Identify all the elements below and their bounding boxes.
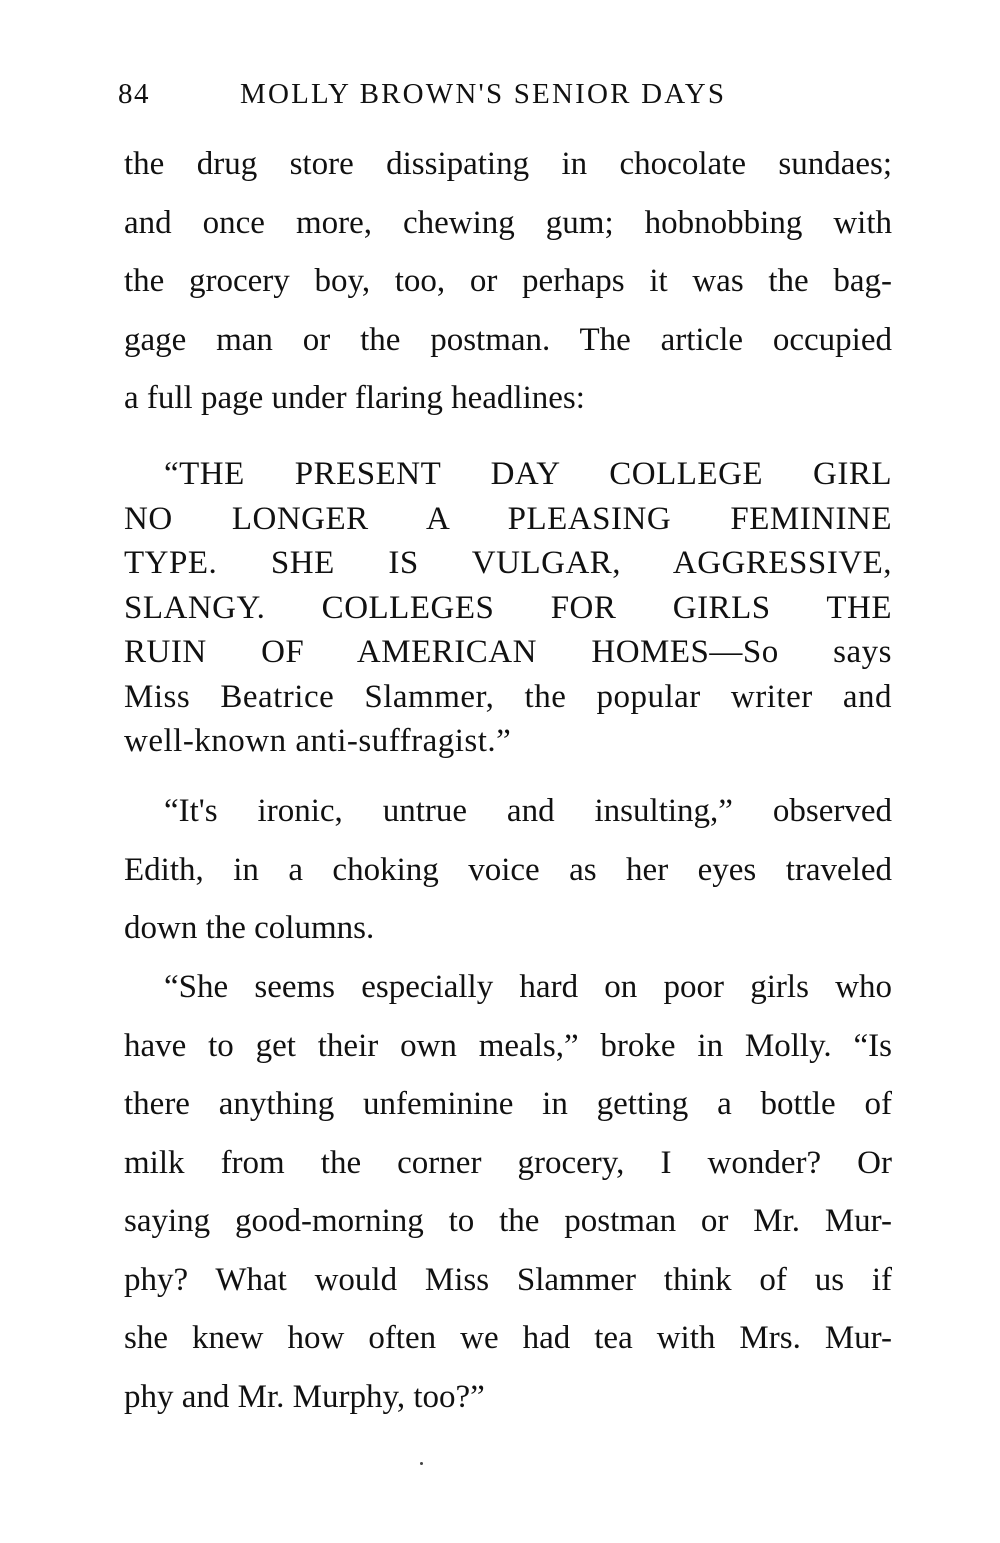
headline-line: Miss Beatrice Slammer, the popular writer and xyxy=(124,678,892,715)
text-line: gage man or the postman. The article occupied xyxy=(124,321,892,358)
text-line: Edith, in a choking voice as her eyes traveled xyxy=(124,851,892,888)
text-line: “It's ironic, untrue and insulting,” observed xyxy=(164,793,892,829)
page-header xyxy=(118,78,898,118)
paragraph-edith xyxy=(124,782,892,958)
text-line: have to get their own meals,” broke in Molly. “Is xyxy=(124,1027,892,1064)
headline-line: “THE PRESENT DAY COLLEGE GIRL xyxy=(164,456,892,492)
headline-line: NO LONGER A PLEASING FEMININE xyxy=(124,500,892,537)
text-line: down the columns. xyxy=(124,910,375,946)
text-line: phy? What would Miss Slammer think of us if xyxy=(124,1261,892,1298)
text-line: there anything unfeminine in getting a bottle of xyxy=(124,1086,892,1122)
paragraph-molly xyxy=(124,958,892,1426)
text-line: a full page under flaring headlines: xyxy=(124,380,585,416)
page-number: 84 xyxy=(118,78,150,110)
text-line: the grocery boy, too, or perhaps it was the bag- xyxy=(124,263,892,299)
headline-line: TYPE. SHE IS VULGAR, AGGRESSIVE, xyxy=(124,545,892,581)
print-speck xyxy=(420,1462,423,1465)
headline-line: well-known anti-suffragist.” xyxy=(124,723,512,759)
paragraph-drug-store xyxy=(124,135,892,428)
text-line: milk from the corner grocery, I wonder? Or xyxy=(124,1144,892,1181)
text-line: “She seems especially hard on poor girls who xyxy=(164,969,892,1005)
text-line: she knew how often we had tea with Mrs. Mur- xyxy=(124,1320,892,1356)
newspaper-headline-quote xyxy=(124,452,892,764)
text-line: the drug store dissipating in chocolate sundaes; xyxy=(124,146,892,182)
text-line: phy and Mr. Murphy, too?” xyxy=(124,1378,485,1415)
headline-line: RUIN OF AMERICAN HOMES—So says xyxy=(124,634,892,670)
running-title: MOLLY BROWN'S SENIOR DAYS xyxy=(240,78,727,110)
text-line: saying good-morning to the postman or Mr. Mur- xyxy=(124,1203,892,1239)
text-line: and once more, chewing gum; hobnobbing with xyxy=(124,204,892,241)
headline-line: SLANGY. COLLEGES FOR GIRLS THE xyxy=(124,589,892,626)
